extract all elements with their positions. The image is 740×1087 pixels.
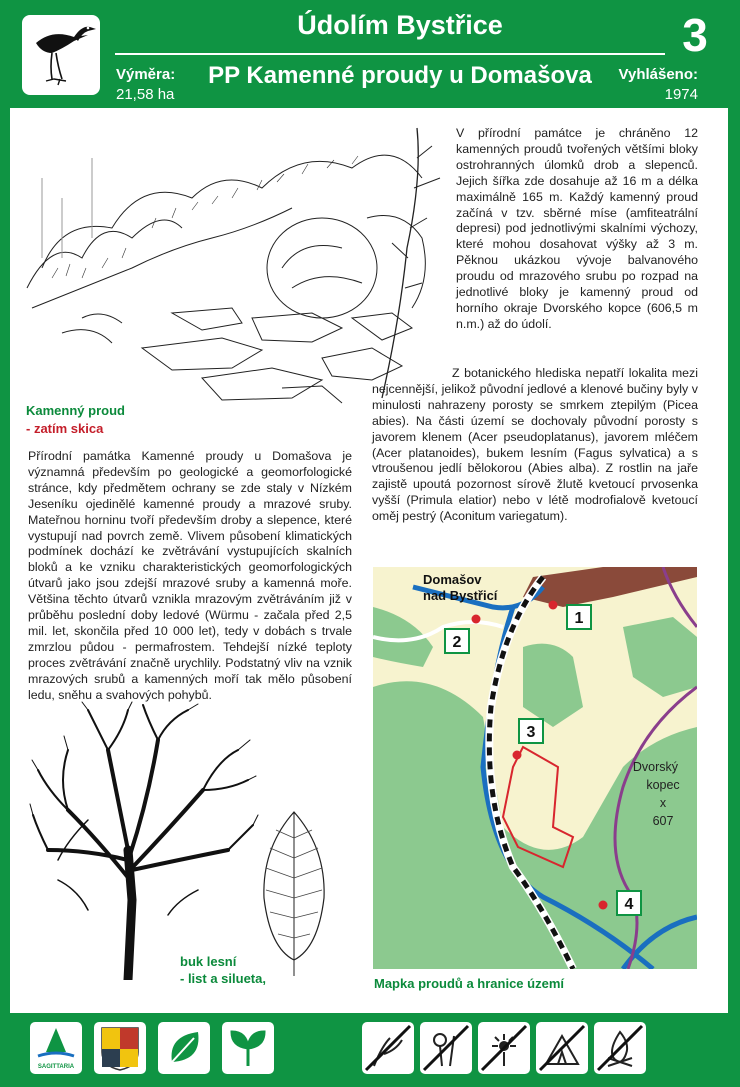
- protected-area-leaf-icon: [158, 1022, 210, 1074]
- title-divider: [115, 53, 665, 55]
- no-picking-flowers-icon: [420, 1022, 472, 1074]
- beech-tree-silhouette: [28, 700, 260, 980]
- stop-badge-1: [567, 605, 591, 629]
- beech-caption-line1: buk lesní: [180, 954, 237, 969]
- svg-text:3: 3: [526, 724, 536, 741]
- stop-point-4: [599, 901, 608, 910]
- beech-caption-line2: - list a silueta,: [180, 971, 266, 986]
- svg-text:4: 4: [624, 896, 634, 913]
- stop-number: 3: [682, 9, 708, 61]
- stone-stream-sketch: [22, 118, 452, 408]
- map-hill-label-1: Dvorský: [632, 760, 678, 774]
- stop-badge-2: [445, 629, 469, 653]
- map-town-label-2: nad Bystřicí: [423, 588, 498, 603]
- svg-text:2: 2: [452, 634, 462, 651]
- map-town-label-1: Domašov: [423, 572, 482, 587]
- area-value: 21,58 ha: [116, 86, 175, 103]
- right-border: [728, 108, 740, 1013]
- area-map: [373, 567, 697, 969]
- declared-label: Vyhlášeno:: [618, 66, 698, 83]
- stop-point-3: [513, 751, 522, 760]
- map-hill-height: 607: [652, 814, 674, 828]
- svg-text:1: 1: [574, 610, 584, 627]
- map-hill-label-2: kopec: [646, 778, 680, 792]
- page-title: Údolím Bystřice: [297, 10, 503, 40]
- area-label: Výměra:: [116, 66, 176, 83]
- no-picking-blossoms-icon: [478, 1022, 530, 1074]
- no-fire-icon: [594, 1022, 646, 1074]
- sketch-caption-line2: - zatím skica: [26, 421, 104, 436]
- beech-leaf-drawing: [256, 808, 332, 980]
- stop-badge-3: [519, 719, 543, 743]
- declared-value: 1974: [664, 86, 698, 103]
- botany-text: Z botanického hlediska nepatří lokalita mezi nejcennější, jelikož původní jedlové a klenové bučiny byly v minulosti nahrazeny porosty se smrkem ztepilým (Picea abies). Na části území se dochovaly původní porosty s javorem klenem (Acer pseudoplatanus), javorem mléčem (Acer platanoides), bukem lesním (Fagus sylvatica) a s vtroušenou jedlí bělokorou (Abies alba). Z rostlin na jaře zajistě upoutá pozornost sírově žlutě kvetoucí prvosenka vyšší (Primula elatior) nebo v létě modrofialově kvetoucí oměj pestrý (Aconitum variegatum).: [372, 366, 698, 524]
- stork-icon: [22, 15, 100, 95]
- no-camping-icon: [536, 1022, 588, 1074]
- page-subtitle: PP Kamenné proudy u Domašova: [208, 62, 592, 89]
- sketch-caption-line1: Kamenný proud: [26, 403, 125, 418]
- stork-logo: [22, 15, 100, 95]
- svg-text:SAGITTARIA: SAGITTARIA: [37, 1064, 75, 1070]
- map-hill-mark: x: [659, 796, 667, 810]
- stop-badge-4: [617, 891, 641, 915]
- stop-point-2: [472, 615, 481, 624]
- right-column-text: V přírodní památce je chráněno 12 kamenných proudů tvořených většími bloky ostrohranných úlomků drob a slepenců. Jejich šířka zde dosahuje až 16 m a délka maximálně 165 m. Každý kamenný proud začíná v tzv. sběrné míse (amfiteatrální depresi) pod jednotlivými skalními výchozy, které mohou dosahovat výšky až 3 m. Pěknou ukázkou vývoje balvanového proudu od mrazového srubu po rozpad na jednotlivé bloky je kamenný proud od horního okraje Dvorského kopce (606,5 m n.m.) až do údolí.: [456, 126, 698, 331]
- no-picking-plants-icon: [362, 1022, 414, 1074]
- sagittaria-logo-icon: [30, 1022, 82, 1074]
- map-caption: Mapka proudů a hranice území: [374, 976, 564, 991]
- nature-conservation-icon: [222, 1022, 274, 1074]
- regional-coat-of-arms-icon: [94, 1022, 146, 1074]
- left-border: [0, 108, 10, 1013]
- stop-point-1: [549, 601, 558, 610]
- left-column-text: Přírodní památka Kamenné proudy u Domašova je významná především po geologické a geomorfologické stránce, kdy předmětem ochrany se zde staly v Nízkém Jeseníku ojedinělé kamenné proudy a mrazové sruby. Mateřnou horninu tvoří především droby a slepence, které vystupují nad povrch země. Vlivem působení klimatických podmínek dochází ke zvětrávání vystupujících skalních bloků a ke vzniku charakteristických geomorfologických útvarů jako jsou zdejší mrazové sruby a kamenná moře. Většina těchto útvarů vznikla mrazovým zvětráváním již v průběhu poslední doby ledové (Würmu - začala před 2,5 mil. let, skončila před 10 000 let), tedy v dobách s trvale zmrzlou půdou - permafrostem. Tehdejší nízké teploty proces zvětrávání značně urychlily. Podstatný vliv na vznik mrazových srubů a kamenných moří tak mělo působení ledu, sněhu a svahových pohybů.: [28, 449, 352, 702]
